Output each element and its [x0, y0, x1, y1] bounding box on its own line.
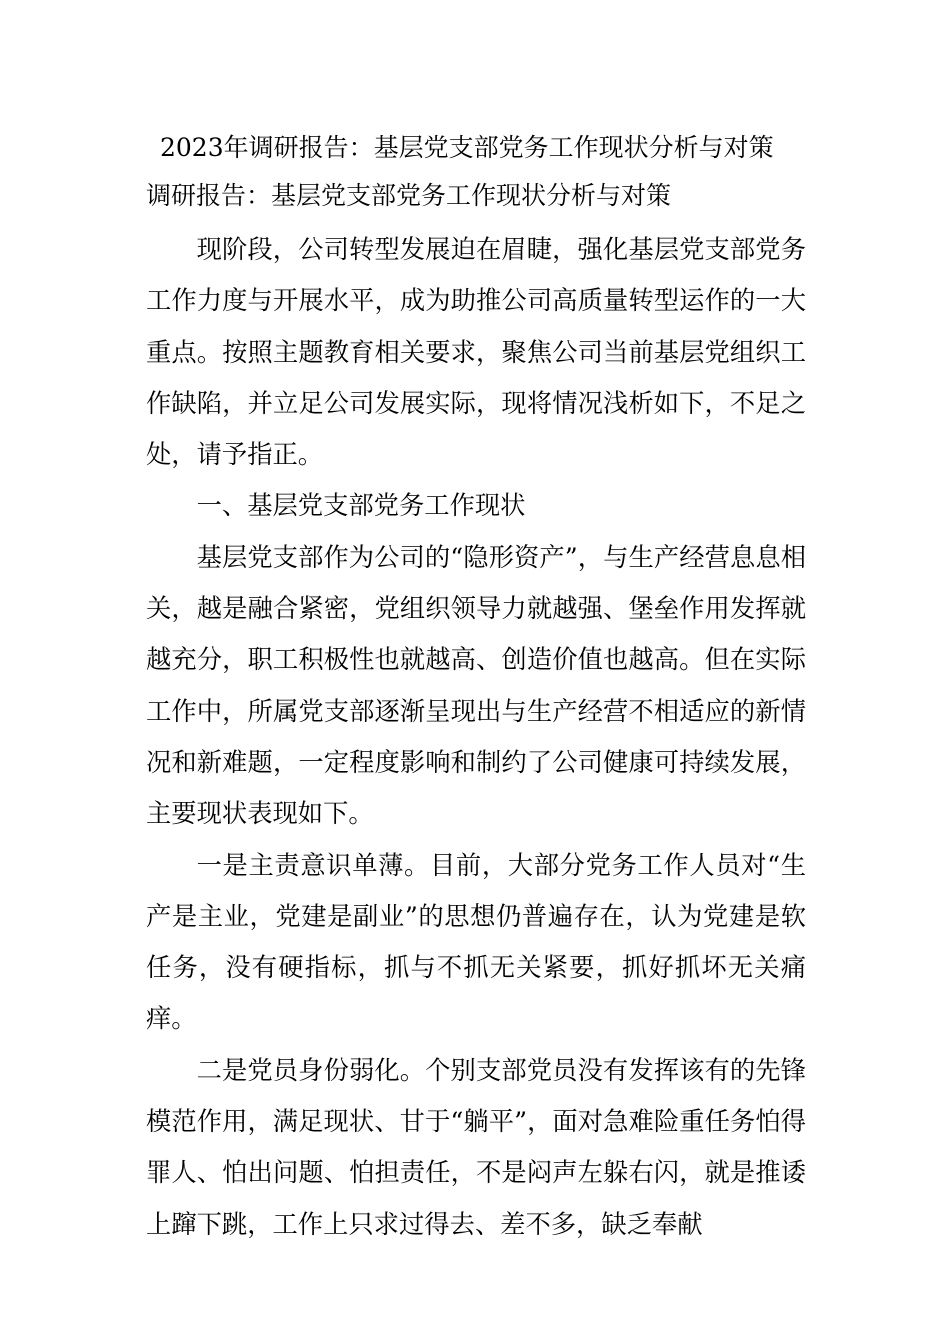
paragraph-point-two: 二是党员身份弱化。个别支部党员没有发挥该有的先锋模范作用，满足现状、甘于“躺平”，面对急难险重任务怕得罪人、怕出问题、怕担责任，不是闷声左躲右闪，就是推诿上蹿下跳，工作上只求过得去、差不多，缺乏奉献: [146, 1055, 806, 1239]
paragraph-status: 基层党支部作为公司的“隐形资产”，与生产经营息息相关，越是融合紧密，党组织领导力就越强、堡垒作用发挥就越充分，职工积极性也就越高、创造价值也越高。但在实际工作中，所属党支部逐渐呈现出与生产经营不相适应的新情况和新难题，一定程度影响和制约了公司健康可持续发展，主要现状表现如下。: [146, 542, 806, 829]
document-title: 2023年调研报告：基层党支部党务工作现状分析与对策: [160, 133, 774, 162]
paragraph-intro: 现阶段，公司转型发展迫在眉睫，强化基层党支部党务工作力度与开展水平，成为助推公司高质量转型运作的一大重点。按照主题教育相关要求，聚焦公司当前基层党组织工作缺陷，并立足公司发展实际，现将情况浅析如下，不足之处，请予指正。: [146, 235, 806, 470]
paragraph-point-one: 一是主责意识单薄。目前，大部分党务工作人员对“生产是主业，党建是副业”的思想仍普遍存在，认为党建是软任务，没有硬指标，抓与不抓无关紧要，抓好抓坏无关痛痒。: [146, 850, 806, 1034]
document-body: [146, 124, 806, 1250]
section-heading: 一、基层党支部党务工作现状: [196, 491, 526, 521]
document-subtitle: 调研报告：基层党支部党务工作现状分析与对策: [146, 181, 672, 210]
